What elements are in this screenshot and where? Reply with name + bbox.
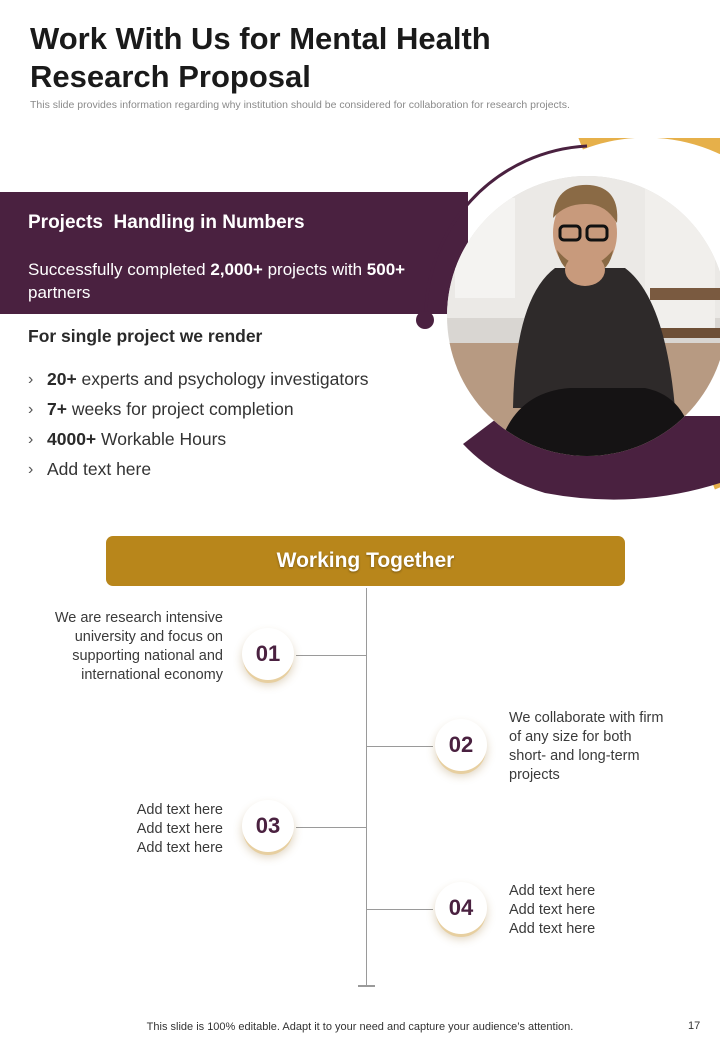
chevron-right-icon: › bbox=[28, 400, 34, 418]
bullet-bold: 20+ bbox=[47, 369, 77, 389]
stat-middle: projects with bbox=[262, 260, 367, 279]
list-item bbox=[28, 429, 226, 450]
step-text-03: Add text here Add text here Add text here bbox=[136, 802, 223, 856]
step-text-01: We are research intensive university and focus on supporting national and international economy bbox=[54, 610, 223, 683]
bullet-text: weeks for project completion bbox=[66, 399, 294, 419]
list-item bbox=[28, 369, 369, 390]
bullet-text: experts and psychology investigators bbox=[76, 369, 369, 389]
ring-dot bbox=[416, 311, 434, 329]
numbers-stat bbox=[28, 258, 448, 304]
step-badge-01: 01 bbox=[242, 628, 294, 680]
timeline-line bbox=[366, 588, 367, 986]
chevron-right-icon: › bbox=[28, 430, 34, 448]
stat-projects: 2,000+ bbox=[210, 260, 263, 279]
step-badge-04: 04 bbox=[435, 882, 487, 934]
step-text-04: Add text here Add text here Add text here bbox=[509, 883, 596, 937]
step-text-02: We collaborate with firm of any size for both short- and long-term projects bbox=[509, 710, 664, 783]
numbers-title: Projects Handling in Numbers bbox=[28, 212, 305, 233]
timeline-base bbox=[358, 985, 375, 987]
chevron-right-icon: › bbox=[28, 460, 34, 478]
page-number: 17 bbox=[688, 1020, 701, 1032]
step-badge-03: 03 bbox=[242, 800, 294, 852]
step-badge-02: 02 bbox=[435, 719, 487, 771]
connector-01 bbox=[296, 655, 366, 656]
stat-partners: 500+ bbox=[366, 260, 406, 279]
page-title: Work With Us for Mental Health Research Proposal bbox=[30, 21, 491, 94]
render-title: For single project we render bbox=[28, 326, 263, 346]
stat-suffix: partners bbox=[28, 283, 91, 302]
list-item bbox=[28, 399, 294, 420]
bullet-text: Workable Hours bbox=[96, 429, 227, 449]
bullet-bold: 7+ bbox=[47, 399, 67, 419]
bullet-bold: 4000+ bbox=[47, 429, 97, 449]
list-item bbox=[28, 459, 151, 480]
photo-graphic bbox=[395, 138, 720, 503]
connector-04 bbox=[367, 909, 433, 910]
connector-03 bbox=[296, 827, 366, 828]
working-together-title: Working Together bbox=[276, 549, 455, 572]
chevron-right-icon: › bbox=[28, 370, 34, 388]
bullet-text: Add text here bbox=[47, 459, 152, 479]
stat-prefix: Successfully completed bbox=[28, 260, 211, 279]
footer-note: This slide is 100% editable. Adapt it to your need and capture your audience’s attention. bbox=[146, 1021, 574, 1033]
page-subtitle: This slide provides information regarding why institution should be considered for collaboration for research projects. bbox=[30, 99, 570, 111]
connector-02 bbox=[367, 746, 433, 747]
